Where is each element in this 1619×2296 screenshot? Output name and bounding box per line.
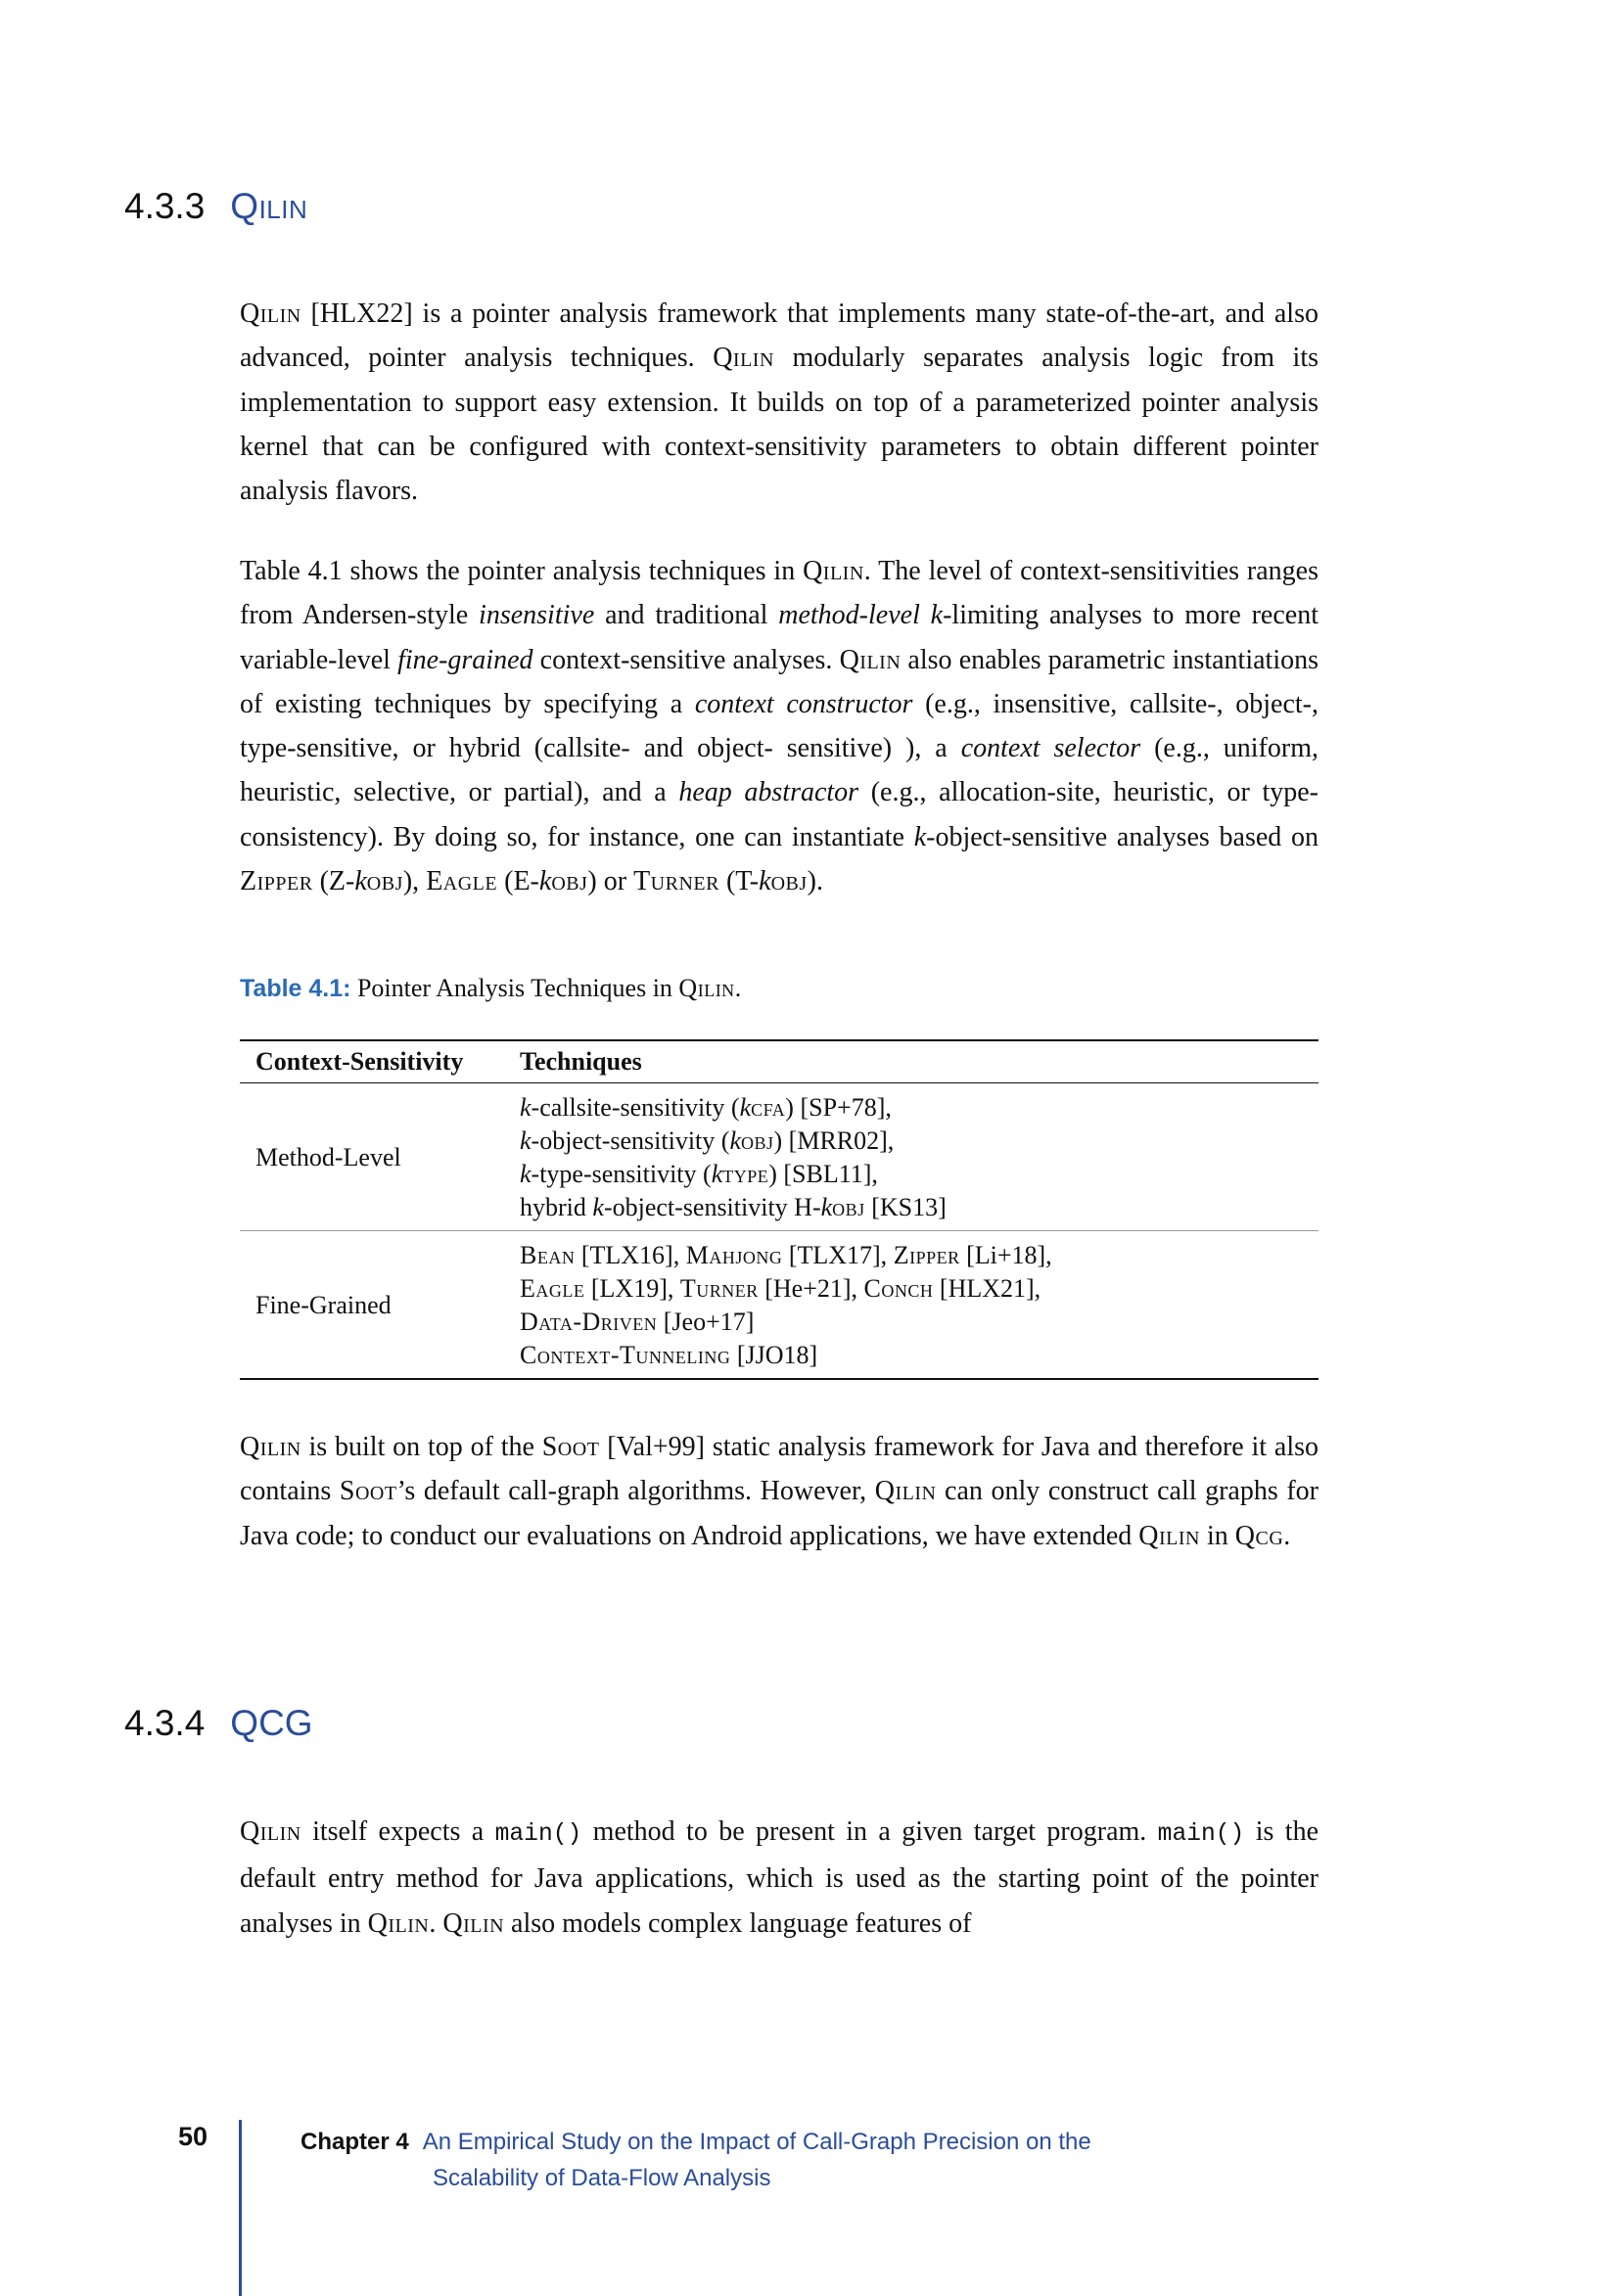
italic-text: context constructor xyxy=(694,688,913,719)
italic-text: k xyxy=(820,1193,833,1221)
small-caps-text: Qilin xyxy=(874,1476,937,1507)
paragraph xyxy=(240,549,1318,903)
text-run: ) [MRR02], xyxy=(773,1126,895,1155)
small-caps-text: Qilin xyxy=(713,343,774,374)
table-row xyxy=(240,1083,1318,1231)
footer-rule xyxy=(239,2120,242,2296)
text-run: (e.g., uniform, heuristic, selective, or partial), and a xyxy=(240,733,1318,808)
small-caps-text: obj xyxy=(741,1126,774,1155)
italic-text: k xyxy=(739,1093,752,1122)
text-run: -type-sensitivity ( xyxy=(531,1160,712,1188)
chapter-title: An Empirical Study on the Impact of Call-Graph Precision on the xyxy=(422,2129,1091,2155)
technique-line xyxy=(520,1158,1303,1191)
techniques-cell xyxy=(504,1231,1318,1380)
small-caps-text: Soot xyxy=(541,1432,600,1462)
small-caps-text: obj xyxy=(770,866,808,897)
paragraph xyxy=(240,1425,1318,1558)
section-title: QCG xyxy=(230,1703,313,1743)
technique-line xyxy=(520,1239,1303,1272)
code-text: main() xyxy=(494,1820,582,1848)
text-run: and traditional xyxy=(594,600,779,631)
paragraph xyxy=(240,292,1318,513)
techniques-table xyxy=(240,1039,1318,1380)
text-run: ). xyxy=(807,866,823,897)
text-run: (e.g., insensitive, callsite-, object-, type-sensitive, or hybrid (callsite- and object- sensitive) ), a xyxy=(240,688,1318,764)
small-caps-text: Eagle xyxy=(426,866,498,897)
text-run: is the default entry method for Java applications, which is used as the starting point of the pointer analyses in xyxy=(240,1816,1318,1939)
column-header: Techniques xyxy=(504,1040,1318,1083)
text-run: [Val+99] static analysis framework for Java and therefore it also contains xyxy=(240,1432,1318,1507)
page-number: 50 xyxy=(178,2122,208,2151)
level-cell: Fine-Grained xyxy=(240,1231,504,1380)
table-caption xyxy=(240,974,741,1003)
small-caps-text: Qcg xyxy=(1234,1520,1284,1551)
technique-line xyxy=(520,1091,1303,1125)
text-run: ) or xyxy=(587,866,634,897)
text-run: ) [SP+78], xyxy=(785,1093,892,1122)
italic-text: fine-grained xyxy=(397,644,533,675)
technique-line xyxy=(520,1191,1303,1224)
small-caps-text: Context-Tunneling xyxy=(520,1341,731,1369)
italic-text: insensitive xyxy=(479,600,595,631)
caption-sc: Qilin xyxy=(678,974,735,1002)
technique-line xyxy=(520,1272,1303,1306)
chapter-title-line2: Scalability of Data-Flow Analysis xyxy=(433,2165,771,2191)
italic-text: context selector xyxy=(960,733,1141,764)
small-caps-text: cfa xyxy=(751,1093,786,1122)
technique-line xyxy=(520,1339,1303,1372)
text-run: [HLX21], xyxy=(933,1274,1041,1303)
small-caps-text: Qilin xyxy=(1138,1520,1200,1551)
text-run: ), xyxy=(402,866,427,897)
chapter-label: Chapter 4 xyxy=(301,2129,409,2155)
caption-end: . xyxy=(734,974,742,1002)
text-run: [HLX22] is a pointer analysis framework that implements many state-of-the-art, and also advanced, pointer analysis techniques. xyxy=(240,298,1318,374)
section-title: Qilin xyxy=(230,186,308,226)
small-caps-text: Qilin xyxy=(803,556,864,586)
italic-text: k xyxy=(520,1126,532,1155)
text-run: context-sensitive analyses. xyxy=(532,644,840,675)
text-run: [LX19], xyxy=(584,1274,680,1303)
text-run: in xyxy=(1200,1520,1235,1551)
small-caps-text: obj xyxy=(551,866,588,897)
text-run: also enables parametric instantiations of existing techniques by specifying a xyxy=(240,644,1318,719)
small-caps-text: Turner xyxy=(633,866,719,897)
small-caps-text: obj xyxy=(832,1193,865,1221)
small-caps-text: Data-Driven xyxy=(520,1308,658,1336)
small-caps-text: Qilin xyxy=(240,1816,301,1847)
section-heading-qilin xyxy=(124,186,307,227)
italic-text: heap abstractor xyxy=(678,777,859,808)
caption-text: Pointer Analysis Techniques in xyxy=(356,974,679,1002)
section-number: 4.3.3 xyxy=(124,186,206,226)
text-run: [Li+18], xyxy=(959,1241,1052,1269)
small-caps-text: obj xyxy=(366,866,403,897)
text-run: -limiting analyses to more recent variable-level xyxy=(240,600,1318,675)
text-run: -object-sensitivity H- xyxy=(603,1193,821,1221)
running-footer xyxy=(301,2124,1091,2191)
text-run: -callsite-sensitivity ( xyxy=(531,1093,740,1122)
column-header: Context-Sensitivity xyxy=(240,1040,504,1083)
small-caps-text: Conch xyxy=(863,1274,934,1303)
italic-text: k xyxy=(913,821,927,852)
text-run: [Jeo+17] xyxy=(657,1308,755,1336)
text-run: (E- xyxy=(497,866,539,897)
text-run: also models complex language features of xyxy=(504,1907,972,1939)
text-run: [TLX17], xyxy=(782,1241,894,1269)
technique-line xyxy=(520,1306,1303,1339)
small-caps-text: Zipper xyxy=(240,866,313,897)
small-caps-text: Turner xyxy=(679,1274,759,1303)
text-run: can only construct call graphs for Java code; to conduct our evaluations on Android applications, we have extended xyxy=(240,1476,1319,1551)
small-caps-text: Qilin xyxy=(367,1907,430,1939)
small-caps-text: Qilin xyxy=(240,298,301,329)
italic-text: method-level k xyxy=(778,600,944,631)
italic-text: k xyxy=(520,1093,532,1122)
text-run: (Z- xyxy=(312,866,355,897)
text-run: . xyxy=(429,1907,443,1939)
code-text: main() xyxy=(1157,1820,1245,1848)
italic-text: k xyxy=(711,1160,723,1188)
small-caps-text: Qilin xyxy=(240,1432,301,1462)
text-run: is built on top of the xyxy=(301,1432,542,1462)
text-run: [JJO18] xyxy=(730,1341,818,1369)
small-caps-text: Mahjong xyxy=(685,1241,783,1269)
table-header-row xyxy=(240,1040,1318,1083)
paragraph xyxy=(240,1810,1318,1946)
italic-text: k xyxy=(592,1193,604,1221)
text-run: (e.g., allocation-site, heuristic, or type-consistency). By doing so, for instance, one can instantiate xyxy=(240,777,1318,852)
italic-text: k xyxy=(538,866,552,897)
text-run: itself expects a xyxy=(301,1816,495,1847)
small-caps-text: Eagle xyxy=(520,1274,585,1303)
table-row xyxy=(240,1231,1318,1380)
techniques-cell xyxy=(504,1083,1318,1231)
small-caps-text: Soot xyxy=(339,1476,397,1507)
section-heading-qcg xyxy=(124,1703,313,1744)
text-run: [KS13] xyxy=(864,1193,947,1221)
text-run: Table 4.1 shows the pointer analysis techniques in xyxy=(240,556,804,586)
caption-label: Table 4.1: xyxy=(240,975,351,1002)
text-run: [He+21], xyxy=(758,1274,864,1303)
text-run: -object-sensitivity ( xyxy=(531,1126,730,1155)
level-cell: Method-Level xyxy=(240,1083,504,1231)
text-run: hybrid xyxy=(520,1193,593,1221)
text-run: . The level of context-sensitivities ranges from Andersen-style xyxy=(240,556,1318,631)
text-run: method to be present in a given target program. xyxy=(581,1816,1158,1847)
italic-text: k xyxy=(354,866,367,897)
small-caps-text: Bean xyxy=(520,1241,576,1269)
text-run: . xyxy=(1283,1520,1291,1551)
text-run: [TLX16], xyxy=(575,1241,686,1269)
small-caps-text: Qilin xyxy=(442,1907,505,1939)
text-run: ) [SBL11], xyxy=(768,1160,878,1188)
text-run: -object-sensitive analyses based on xyxy=(926,821,1319,852)
italic-text: k xyxy=(759,866,771,897)
text-run: (T- xyxy=(718,866,760,897)
small-caps-text: Zipper xyxy=(893,1241,960,1269)
italic-text: k xyxy=(729,1126,741,1155)
text-run: ’s default call-graph algorithms. However, xyxy=(396,1476,875,1507)
small-caps-text: Qilin xyxy=(839,644,902,675)
section-number: 4.3.4 xyxy=(124,1703,206,1743)
technique-line xyxy=(520,1125,1303,1158)
text-run: modularly separates analysis logic from its implementation to support easy extension. It builds on top of a parameterized pointer analysis kernel that can be configured with context-sensitivity parameters to obtain different pointer analysis flavors. xyxy=(240,343,1318,507)
italic-text: k xyxy=(520,1160,532,1188)
small-caps-text: type xyxy=(722,1160,769,1188)
